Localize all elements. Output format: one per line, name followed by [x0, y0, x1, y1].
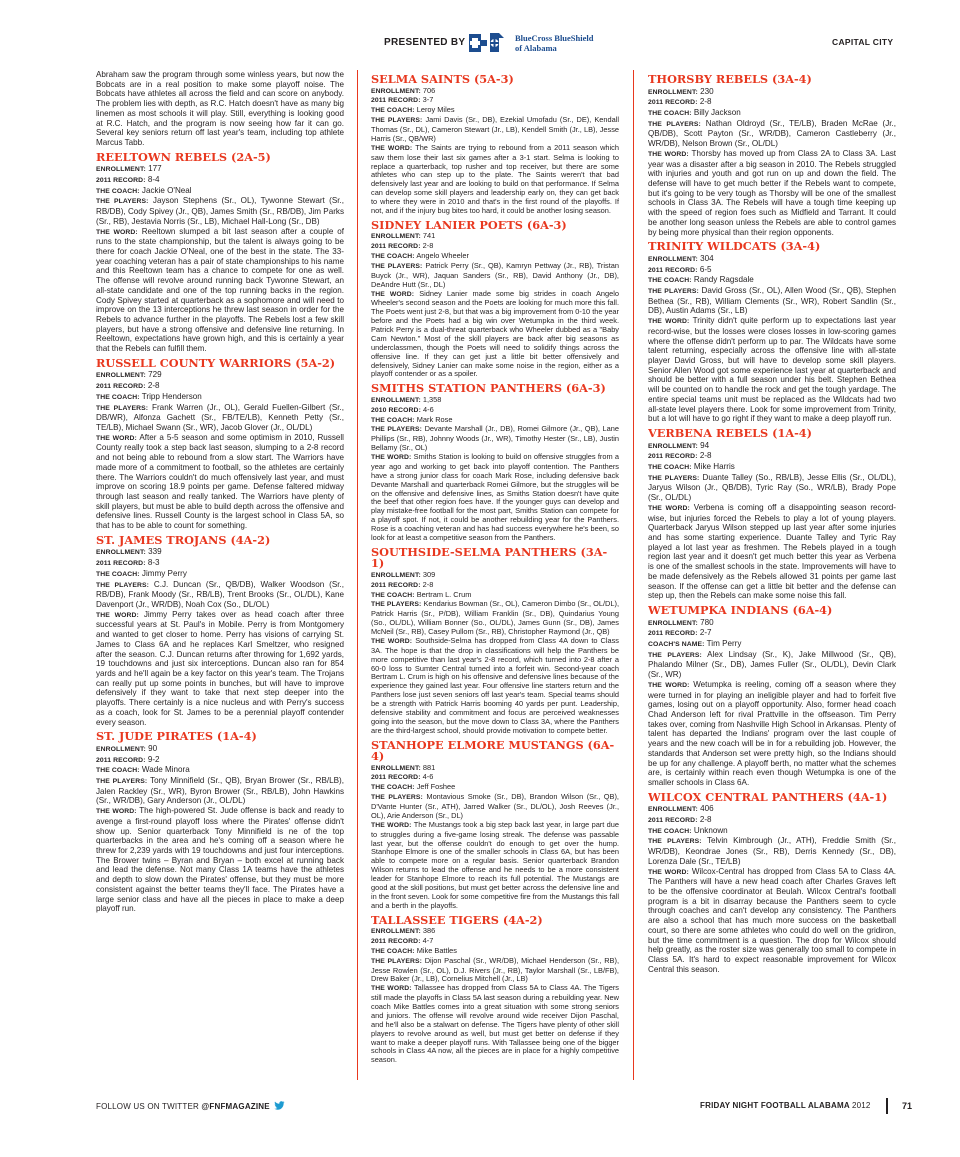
enrollment-label: ENROLLMENT: [371, 928, 421, 935]
word-line [371, 637, 619, 736]
word-value: Wilcox-Central has dropped from Class 5A to Class 4A. The Panthers will have a new head coach after Charles Graves left to be the offensive coordinator at Beulah. Wilcox Central's football program is a bit in disarray because the Panthers seem to cycle through coaches and can't develop any consistency. The Panthers are also a school that has much more success on the basketball court, so there are some athletes who could do well on the gridiron, but the time commitment is a question. The drop for Wilcox should help greatly, as the roster size was generally too small to compete in Class 5A. It's hard to expect reasonable improvement for Wilcox Central this season. [648, 866, 896, 974]
enrollment-line [371, 927, 619, 937]
enrollment-value: 729 [148, 370, 162, 380]
word-label: THE WORD: [96, 611, 139, 619]
team-name-heading: TRINITY WILDCATS (3A-4) [648, 239, 821, 254]
players-label: THE PLAYERS: [371, 601, 422, 609]
coach-label: THE COACH: [371, 784, 415, 792]
enrollment-line [648, 87, 896, 98]
players-label: THE PLAYERS: [648, 651, 702, 659]
publication-name [700, 1101, 871, 1110]
record-line [648, 628, 896, 639]
coach-label: THE COACH: [648, 109, 692, 117]
record-label: 2011 RECORD: [648, 453, 698, 461]
team-profile [96, 532, 344, 727]
record-value: 3-7 [422, 95, 434, 105]
word-line [371, 453, 619, 543]
coach-label: THE COACH: [371, 107, 415, 115]
word-label: THE WORD: [648, 504, 690, 512]
team-name-heading: RUSSELL COUNTY WARRIORS (5A-2) [96, 355, 336, 370]
team-name-heading: TALLASSEE TIGERS (4A-2) [371, 912, 543, 927]
page-footer [0, 1098, 960, 1118]
word-line [96, 806, 344, 914]
players-line [96, 580, 344, 610]
column-2 [371, 70, 619, 1080]
team-name-heading: WILCOX CENTRAL PANTHERS (4A-1) [648, 789, 888, 804]
players-value: Nathan Oldroyd (Sr., TE/LB), Braden McRae (Jr., QB/DB), Scott Payton (Sr., WR/DB), Cameron Castleberry (Jr., WR/DB), Nelson Brown (Sr., OL/DL) [648, 118, 896, 149]
record-line [96, 175, 344, 186]
coach-line [648, 108, 896, 119]
team-name-heading: WETUMPKA INDIANS (6A-4) [648, 603, 833, 617]
players-value: Frank Warren (Jr., OL), Gerald Fuellen-Gilbert (Sr., DB/WR), Alfonza Gachett (Sr., FB/TE/LB), Kenneth Petty (Sr., TE/LB), Michael Swann (Sr., WR), Jacob Glover (Jr., OL/DL) [96, 402, 344, 432]
record-value: 2-8 [422, 241, 434, 251]
team-profile [96, 355, 344, 531]
players-value: Tony Minnifield (Sr., QB), Bryan Brower (Sr., RB/LB), Jalen Rackley (Sr., WR), Byron Brower (Sr., RB/LB), John Hawkins (Sr., WR/DB), Gary Anderson (Jr., OL/DL) [96, 776, 344, 806]
publication-title: FRIDAY NIGHT FOOTBALL ALABAMA [700, 1101, 850, 1110]
coach-value: Jeff Foshee [416, 782, 456, 792]
coach-value: Jackie O'Neal [141, 185, 192, 195]
word-label: THE WORD: [96, 228, 138, 236]
enrollment-value: 406 [700, 804, 714, 814]
record-line [371, 773, 619, 783]
word-value: Reeltown slumped a bit last season after a couple of runs to the state championship, but the talent is always going to be there for coach Jackie O'Neal, one of the best in the state. The 33-year coaching veteran has a pair of state championships to his name and this Reeltown team has a chance to compete for one as well. The offense will revolve around running back Tywonne Stewart, an all-state candidate and one of the top running backs in the region. Cody Spivey started at quarterback as a sophomore and will need to improve on the 13 interceptions he threw last season in order for the Rebels to advance further in the playoffs. The Rebels lost a few skill players, but have a strong offensive and defensive line returning. In Reeltown, expectations have grown high, and this is certainly a year that the Rebels can fulfill them. [96, 226, 344, 354]
enrollment-line [96, 370, 344, 381]
team-profile [648, 428, 896, 601]
players-label: THE PLAYERS: [371, 117, 423, 125]
record-value: 2-8 [147, 381, 160, 391]
team-name-heading: STANHOPE ELMORE MUSTANGS (6A-4) [371, 737, 615, 763]
word-value: Sidney Lanier made some big strides in coach Angelo Wheeler's second season and the Poets are looking for much more this fall. The Poets went just 2-8, but that was a big improvement from 0-10 the year before and the Poets had a big win over Wetumpka in the third week. Patrick Perry is a dual-threat quarterback who Wheeler dubbed as a "Baby Cam Newton." Most of the skill players are back after big seasons as underclassmen, though the Poets will need to solidify things across the offensive line. If they can get just a little bit better offensively and defensively, Sidney Lanier can make some noise in the region, either as a playoff contender or as a spoiler. [371, 288, 619, 379]
column-1-team-list [96, 149, 344, 914]
record-value: 6-5 [699, 264, 712, 274]
record-line [371, 937, 619, 947]
record-line [96, 381, 344, 392]
record-line [96, 755, 344, 766]
enrollment-line [96, 744, 344, 755]
sponsor-name [515, 33, 594, 53]
players-line [648, 119, 896, 149]
coach-line [96, 765, 344, 776]
record-label: 2011 RECORD: [371, 774, 421, 782]
enrollment-label: ENROLLMENT: [648, 619, 698, 627]
coach-value: Bertram L. Crum [416, 589, 472, 599]
record-line [648, 265, 896, 276]
enrollment-value: 90 [148, 743, 158, 753]
players-line [96, 196, 344, 226]
coach-label: THE COACH: [648, 277, 692, 285]
twitter-follow[interactable] [96, 1101, 285, 1111]
team-profile [96, 149, 344, 354]
word-line [648, 867, 896, 975]
column-3 [648, 70, 896, 1080]
players-value: Patrick Perry (Sr., QB), Kamryn Pettway (Jr., RB), Tristan Buyck (Jr., WR), Jaquan Sanders (Sr., RB), David Anthony (Jr., DB), DeAndre Hutt (Sr., DL) [371, 260, 619, 289]
players-line [648, 473, 896, 503]
record-value: 2-8 [422, 579, 434, 589]
record-label: 2011 RECORD: [371, 937, 421, 945]
column-3-team-list [648, 74, 896, 974]
page-header [0, 30, 960, 60]
coach-line [96, 569, 344, 580]
players-value: Dijon Paschal (Sr., WR/DB), Michael Henderson (Sr., RB), Jesse Rowlen (Sr., OL), D.J. Rivers (Jr., RB), Taylor Marshall (Sr., LB/FB), Drew Baker (Jr., LB), Cornelius Mitchell (Jr., LB) [371, 955, 619, 984]
word-value: Southside-Selma has dropped from Class 4A down to Class 3A. The hope is that the drop in classifications will help the Panthers be more competitive than last year's 2-8 record, which turned into 2-8 after a 60-0 loss to Sumter Central turned into a forfeit win. Second-year coach Bertram L. Crum is high on his offensive and defensive lines because of the experience they gained last year. Four offensive line starters return and the Panthers lose just seven seniors off last year's team. Special teams should be a strength with Patrick Harris booming 40 yards per punt. Leadership, defensive stability and commitment and focus are perceived weaknesses going into the season, but the move down to Class 3A, where the Panthers are the third-largest school, should provide motivation to compete better. [371, 635, 619, 735]
word-label: THE WORD: [96, 434, 137, 442]
team-profile [371, 737, 619, 911]
word-line [648, 680, 896, 788]
record-label: 2011 RECORD: [648, 266, 698, 274]
coach-value: Tim Perry [706, 638, 742, 648]
players-value: Kendarius Bowman (Sr., OL), Cameron Dimbo (Sr., OL/DL), Patrick Harris (Sr., P/DB), William Franklin (Sr., DB), Quindarius Young (So., OL/DL), William Bonner (So., OL/DL), James Gunn (Sr., DB), James McNeil (Sr., RB), Casey Pullom (Sr., RB), Christopher Raymond (Jr., QB) [371, 599, 619, 636]
record-value: 4-7 [422, 935, 434, 945]
record-label: 2011 RECORD: [371, 97, 421, 105]
coach-label: THE COACH: [371, 591, 415, 599]
players-label: THE PLAYERS: [371, 957, 423, 965]
players-value: David Gross (Sr., OL), Allen Wood (Sr., QB), Stephen Bethea (Sr., RB), William Clements (Sr., WR), Robert Sandlin (Sr., DB), Austin Adams (Sr., LB) [648, 285, 896, 316]
coach-line [648, 275, 896, 286]
enrollment-label: ENROLLMENT: [96, 372, 146, 380]
players-value: Telvin Kimbrough (Jr., ATH), Freddie Smith (Sr., WR/DB), Keondrae Jones (Sr., RB), Derris Kennedy (Sr., DB), Lorenza Dale (Sr., TE/LB) [648, 836, 896, 866]
enrollment-value: 339 [148, 547, 162, 557]
players-label: THE PLAYERS: [648, 838, 702, 846]
coach-value: Jimmy Perry [141, 568, 187, 578]
coach-value: Billy Jackson [693, 107, 741, 117]
word-label: THE WORD: [648, 868, 689, 876]
enrollment-value: 230 [700, 86, 714, 96]
coach-line [648, 462, 896, 473]
players-label: THE PLAYERS: [96, 581, 150, 589]
enrollment-value: 309 [422, 569, 436, 579]
word-value: Trinity didn't quite perform up to expectations last year record-wise, but the losses were closes losses in low-scoring games where the offense didn't perform up to par. The Wildcats have some talent returning, especially across the offensive line with all-state player David Gross, but will have to develop some skill players. Senior Allen Wood got some experience last year at quarterback and should be better with a full season under his belt. Stephen Bethea will be counted on to handle the rock and get the tough yardage. The entire special teams unit must be replaced as the Wildcats had two all-state level players there. Look for some improvement from Trinity, but a lot will have to go right if they want to make a deep playoff run. [648, 316, 896, 424]
bird-icon [274, 1101, 285, 1110]
enrollment-line [371, 87, 619, 97]
word-label: THE WORD: [648, 150, 689, 158]
word-value: Smiths Station is looking to build on offensive struggles from a year ago and working to get back into playoff contention. The Panthers have a strong junior class for coach Mark Rose, including defensive back Devante Marshall and quarterback Romei Gilmore, but the struggles will be on the offensive and defensive lines, as Smiths Station doesn't have quite the beef that other region foes have. If the younger guys can develop and play mistake-free football for the most part, Smiths Station can compete for a playoff spot. If not, it could be another rebuilding year for the Panthers. Rose is a coaching veteran and has had success everywhere he's been, so look for at least a competitive season from the Panthers. [371, 452, 619, 542]
players-value: Duante Talley (So., RB/LB), Jesse Ellis (Sr., OL/DL), Jaryus Wilson (Jr., QB/DB), Tyric Ray (So., WR/LB), Brady Pope (Sr., OL/DL) [648, 472, 896, 503]
record-label: 2010 RECORD: [371, 406, 421, 414]
word-value: The Saints are trying to rebound from a 2011 season which saw them lose their last six games after a 3-1 start. Selma is looking to replace a quarterback, top rusher and top receiver, but there are some athletes who can step up to the plate. The Saints weren't that bad defensively last year and are looking to build on that performance. If Selma can develop some skill players and leadership early on, they can get back to where they were in 2010 and that's in the first round of the playoffs. If not, and if the injury bug bites too hard, it could be another losing season. [371, 142, 619, 215]
enrollment-label: ENROLLMENT: [96, 549, 146, 557]
players-label: THE PLAYERS: [96, 198, 149, 206]
enrollment-value: 706 [422, 85, 436, 95]
coach-label: THE COACH: [371, 253, 415, 260]
players-line [371, 262, 619, 290]
enrollment-line [371, 764, 619, 774]
enrollment-line [371, 232, 619, 242]
enrollment-label: ENROLLMENT: [96, 745, 146, 753]
record-value: 4-6 [423, 404, 434, 414]
enrollment-value: 1,358 [422, 394, 442, 404]
follow-text: FOLLOW US ON TWITTER [96, 1102, 199, 1111]
word-value: The Mustangs took a big step back last year, in large part due to struggles during a five-game losing streak. The defense was passable last year, but the offense couldn't do enough to get over the hump. Stanhope Elmore is one of the smaller schools in Class 6A, but has been able to compete more on a regular basis. Senior quarterback Brandon Wilson returns to lead the offense and he needs to be a more consistent leader for Stanhope Elmore to reach its full potential. The Mustangs are good at the skill positions, but must get better across the defensive line and in the front seven. Look for some competitive fire from the Mustangs this fall and a berth in the playoffs. [371, 819, 619, 910]
page-number-bar [886, 1098, 888, 1114]
coach-value: Randy Ragsdale [693, 275, 754, 285]
players-line [648, 836, 896, 866]
column-2-team-list [371, 74, 619, 1065]
players-label: THE PLAYERS: [371, 262, 423, 270]
coach-label: THE COACH: [648, 463, 692, 471]
team-profile [371, 544, 619, 736]
word-value: Verbena is coming off a disappointing season record-wise, but injuries forced the Rebels to play a lot of young players. Quarterback Jaryus Wilson stepped up last year after some injuries and has some starting experience. Duante Talley and Tyric Ray played a lot last year as freshmen. The Rebels played in a tough region last year and it doesn't get much better this year as Verbena is one of the smallest schools in the state. Improvements will have to be made defensively as the Rebels allowed 31 points per game last season. If the offense can get a little bit better and the defense can step up, then the Rebels can make some noise this fall. [648, 502, 896, 601]
enrollment-value: 177 [148, 164, 162, 174]
record-label: 2011 RECORD: [648, 630, 698, 638]
enrollment-label: ENROLLMENT: [371, 87, 421, 95]
twitter-handle: @FNFMAGAZINE [201, 1102, 270, 1111]
coach-label: THE COACH: [96, 393, 140, 401]
word-line [96, 227, 344, 354]
region-title: CAPITAL CITY [832, 37, 894, 47]
record-value: 9-2 [147, 754, 160, 764]
team-name-heading: ST. JUDE PIRATES (1A-4) [96, 729, 257, 744]
word-label: THE WORD: [371, 985, 412, 993]
players-label: THE PLAYERS: [96, 404, 149, 412]
players-label: THE PLAYERS: [648, 120, 701, 128]
coach-value: Leroy Miles [416, 105, 455, 115]
players-value: Jayson Stephens (Sr., OL), Tywonne Stewart (Sr., RB/DB), Cody Spivey (Jr., QB), James Smith (Sr., RB/DB), Jim Parks (Sr., RB), Jestavia Norris (Sr., LB), Michael Hall-Long (Sr., DB) [96, 196, 344, 226]
record-value: 2-7 [699, 628, 712, 638]
team-name-heading: SIDNEY LANIER POETS (6A-3) [371, 217, 567, 232]
word-value: After a 5-5 season and some optimism in 2010, Russell County really took a step back last season, slumping to a 2-8 record and not being able to rebound from a slow start. The Warriors have made more of a commitment to football, so the athletes are certainly there. The Warriors couldn't do much offensively last year, and must improve on scoring 18.9 points per game. Defense faltered midway through last season and really tanked. The Warriors have plenty of skill players, but must be able to build depth across the offensive and defensive lines. Russell County is the largest school in Class 5A, so that has to be able to count for something. [96, 432, 344, 531]
record-line [371, 242, 619, 252]
word-line [96, 433, 344, 531]
record-value: 2-8 [699, 451, 712, 461]
players-value: Devante Marshall (Jr., DB), Romei Gilmore (Jr., QB), Lane Phillips (Sr., RB), Johnny Woods (Jr., WR), Timothy Hester (Sr., LB), Justin Bellamy (Sr., OL) [371, 424, 619, 453]
word-line [371, 984, 619, 1065]
coach-value: Angelo Wheeler [416, 251, 469, 260]
coach-label: THE COACH: [96, 570, 140, 578]
team-name-heading: SMITHS STATION PANTHERS (6A-3) [371, 381, 606, 396]
intro-text-block [96, 70, 344, 148]
team-profile [371, 217, 619, 380]
column-divider [357, 70, 358, 1080]
word-label: THE WORD: [371, 454, 412, 461]
record-label: 2011 RECORD: [96, 560, 146, 568]
enrollment-label: ENROLLMENT: [648, 442, 698, 450]
coach-label: THE COACH: [371, 416, 415, 424]
presented-by-label: PRESENTED BY [384, 37, 466, 48]
coach-label: THE COACH: [96, 767, 140, 775]
enrollment-line [371, 571, 619, 581]
players-line [648, 286, 896, 316]
team-profile [648, 789, 896, 975]
word-line [371, 290, 619, 380]
word-label: THE WORD: [648, 318, 690, 326]
players-label: THE PLAYERS: [648, 474, 700, 482]
team-profile [648, 74, 896, 237]
coach-line [648, 826, 896, 837]
sponsor-name-line1: BlueCross BlueShield [515, 33, 594, 43]
record-line [648, 97, 896, 108]
record-label: 2011 RECORD: [96, 383, 146, 391]
word-label: THE WORD: [96, 808, 137, 816]
players-label: THE PLAYERS: [648, 287, 699, 295]
players-line [371, 793, 619, 821]
enrollment-value: 741 [422, 231, 436, 241]
enrollment-label: ENROLLMENT: [648, 255, 698, 263]
coach-value: Mike Harris [693, 461, 735, 471]
record-value: 2-8 [699, 814, 712, 824]
players-label: THE PLAYERS: [371, 426, 422, 434]
record-value: 8-3 [147, 558, 160, 568]
record-line [648, 451, 896, 462]
page-number: 71 [902, 1101, 913, 1111]
team-name-heading: SOUTHSIDE-SELMA PANTHERS (3A-1) [371, 544, 608, 571]
word-label: THE WORD: [371, 144, 413, 152]
players-line [96, 403, 344, 433]
word-label: THE WORD: [371, 290, 415, 298]
word-line [648, 149, 896, 237]
coach-line [96, 392, 344, 403]
word-label: THE WORD: [648, 681, 690, 689]
players-line [371, 116, 619, 144]
publication-year: 2012 [851, 1101, 871, 1110]
enrollment-value: 881 [422, 762, 436, 772]
enrollment-value: 780 [700, 617, 714, 627]
word-value: The high-powered St. Jude offense is back and ready to avenge a first-round playoff loss where the Pirates' offense didn't show up. Senior quarterback Tony Minnifield is ne of the top quarterbacks in the area and he's coming off a season where he threw for 2,239 yards with 19 touchdowns and just four interceptions. The Brower twins – Byran and Bryan – both excel at running back and lead the defense. Not many Class 1A teams have the athletes and depth to slow down the Pirates' offense, but they must be more consistent against the better teams they'll face. The Pirates have a large senior class and have all the pieces in place to make a deep playoff run. [96, 806, 344, 914]
column-1 [96, 70, 344, 1080]
players-line [96, 776, 344, 806]
record-value: 2-8 [699, 97, 712, 107]
enrollment-value: 94 [700, 440, 710, 450]
word-line [371, 821, 619, 911]
record-line [96, 558, 344, 569]
players-value: Jami Davis (Sr., DB), Ezekial Umofadu (Sr., DE), Kendall Thomas (Sr., DL), Cameron Stewart (Jr., LB), Kendell Smith (Jr., LB), Jesse Harris (Sr., QB/WR) [371, 115, 619, 143]
intro-paragraph: Abraham saw the program through some winless years, but now the Bobcats are in a real position to make some playoff noise. The Bobcats have athletes all across the field and can score on anybody. The problem lies with depth, as R.C. Hatch doesn't have as many big linemen as most schools it will play. Still, everything is looking good at R.C. Hatch, and the program is now seeing how far it can go. Several key seniors return off last year's team, including top athlete Marcus Tabb. [96, 70, 344, 148]
record-label: 2011 RECORD: [96, 756, 146, 764]
team-profile [96, 731, 344, 914]
enrollment-label: ENROLLMENT: [371, 764, 421, 772]
record-value: 4-6 [422, 772, 434, 782]
players-label: THE PLAYERS: [371, 794, 423, 802]
team-name-heading: REELTOWN REBELS (2A-5) [96, 149, 271, 164]
coach-label: THE COACH: [96, 187, 140, 195]
players-value: Alex Lindsay (Sr., K), Jake Millwood (Sr., QB), Phalando Milner (Sr., DB), James Fuller (Sr., OL/DL), Devin Clark (Sr., WR) [648, 649, 896, 680]
enrollment-line [96, 547, 344, 558]
enrollment-label: ENROLLMENT: [371, 396, 421, 404]
team-name-heading: VERBENA REBELS (1A-4) [648, 426, 813, 440]
coach-value: Mike Battles [416, 945, 457, 955]
players-line [371, 425, 619, 453]
word-line [371, 144, 619, 216]
word-label: THE WORD: [371, 637, 413, 645]
team-profile [371, 383, 619, 543]
team-name-heading: THORSBY REBELS (3A-4) [648, 72, 812, 86]
word-value: Tallassee has dropped from Class 5A to Class 4A. The Tigers still made the playoffs in Class 5A last season during a rebuilding year. New coach Mike Battles comes into a great situation with some strong seniors and juniors. The offense will revolve around wide receiver Dijon Paschal, and he'll also be a stalwart on defense. The Tigers have plenty of other skill players to revolve around as well, but must get better on defense if they want to make a deeper playoff runs. With Tallassee being one of the bigger schools in Class 4A now, all the pieces are in place for a highly competitive season. [371, 983, 619, 1065]
team-profile [648, 241, 896, 424]
enrollment-label: ENROLLMENT: [371, 233, 421, 241]
enrollment-label: ENROLLMENT: [371, 571, 421, 579]
enrollment-line [648, 441, 896, 452]
team-profile [648, 605, 896, 788]
record-value: 8-4 [147, 174, 160, 184]
enrollment-label: ENROLLMENT: [648, 806, 698, 814]
coach-line [96, 186, 344, 197]
enrollment-value: 386 [422, 926, 436, 935]
players-line [371, 957, 619, 985]
players-line [648, 650, 896, 680]
enrollment-line [96, 164, 344, 175]
players-line [371, 600, 619, 637]
coach-label: THE COACH: [648, 827, 692, 835]
bcbs-logo-icon [466, 30, 510, 56]
record-line [371, 581, 619, 591]
enrollment-line [648, 254, 896, 265]
record-label: 2011 RECORD: [96, 176, 146, 184]
enrollment-value: 304 [700, 253, 714, 263]
record-line [648, 815, 896, 826]
players-value: Montavious Smoke (Sr., DB), Brandon Wilson (Sr., QB), D'Vante Hunter (Sr., ATH), Jarred Walker (Sr., DL/OL), Josh Reeves (Jr., OL), Arie Anderson (Sr., DL) [371, 792, 619, 820]
enrollment-line [371, 396, 619, 406]
word-value: Jimmy Perry takes over as head coach after three successful years at St. Paul's in Mobile. Perry is from Montgomery and wanted to get closer to home. Perry has visions of carrying St. James to Class 6A and he replaces Karl Smeltzer, who resigned after the season. C.J. Duncan returns after throwing for 1,692 yards, 19 touchdowns and just six interceptions. Duncan also ran for 854 yards and he'll again be a key factor on this year's team. The Trojans can really put up some points in bunches, but will have to improve defensively if they want to take that next step deeper into the playoffs. There certainly is a nice nucleus and with Perry's success as a coach, look for St. James to be a perennial playoff contender every season. [96, 609, 344, 727]
team-profile [371, 912, 619, 1066]
enrollment-line [648, 618, 896, 629]
word-line [96, 610, 344, 728]
coach-line [648, 639, 896, 650]
coach-label: COACH'S NAME: [648, 640, 705, 648]
team-profile [371, 74, 619, 216]
record-line [371, 96, 619, 106]
players-label: THE PLAYERS: [96, 778, 148, 785]
word-line [648, 503, 896, 601]
coach-value: Mark Rose [416, 414, 453, 424]
enrollment-line [648, 804, 896, 815]
word-value: Wetumpka is reeling, coming off a season where they were turned in for playing an ineligible player and had to forfeit five games, losing out on a playoff opportunity. Also, former head coach Chad Anderson left for rival Prattville in the offseason. Tim Perry takes over, coming from Nashville High School in Arkansas. Plenty of talent has departed the Indians' program over the last couple of years and the new coach will be in for a rebuilding job. However, the standards that Anderson set were pretty high, so the Indians should be up for any challenge. A playoff berth, no matter what the schemes are, is certainly within reach even though Wetumpka is one of the smaller schools in Class 6A. [648, 679, 896, 787]
enrollment-label: ENROLLMENT: [648, 88, 698, 96]
record-line [371, 406, 619, 416]
record-label: 2011 RECORD: [371, 243, 421, 251]
coach-value: Tripp Henderson [141, 391, 202, 401]
word-value: Thorsby has moved up from Class 2A to Class 3A. Last year was a disaster after a big season in 2010. The Rebels struggled with injuries and youth and got run on up and down the field. The defense will have to get much better if the Rebels want to compete, but it's going to be very tough as Thorsby will be one of the smallest schools in Class 3A. The Rebels will have a tough time keeping up with the speed of region foes such as Midfield and Tarrant. It could be another long season unless the Rebels are able to control games by being more physical than their region opponents. [648, 148, 896, 237]
record-label: 2011 RECORD: [648, 816, 698, 824]
word-label: THE WORD: [371, 821, 412, 829]
team-name-heading: SELMA SAINTS (5A-3) [371, 72, 514, 86]
sponsor-name-line2: of Alabama [515, 43, 557, 53]
column-divider [633, 70, 634, 1080]
players-value: C.J. Duncan (Sr., QB/DB), Walker Woodson (Sr., RB/DB), Frank Moody (Sr., RB/LB), Trent Brooks (Sr., OL/DL), Kane Davenport (Jr., WR/DB), Noah Cox (So., DL/OL) [96, 579, 344, 609]
record-label: 2011 RECORD: [371, 581, 421, 589]
record-label: 2011 RECORD: [648, 99, 698, 107]
team-name-heading: ST. JAMES TROJANS (4A-2) [96, 532, 271, 547]
coach-value: Unknown [693, 825, 728, 835]
word-line [648, 316, 896, 424]
coach-value: Wade Minora [141, 765, 190, 775]
enrollment-label: ENROLLMENT: [96, 166, 146, 174]
coach-label: THE COACH: [371, 947, 415, 955]
